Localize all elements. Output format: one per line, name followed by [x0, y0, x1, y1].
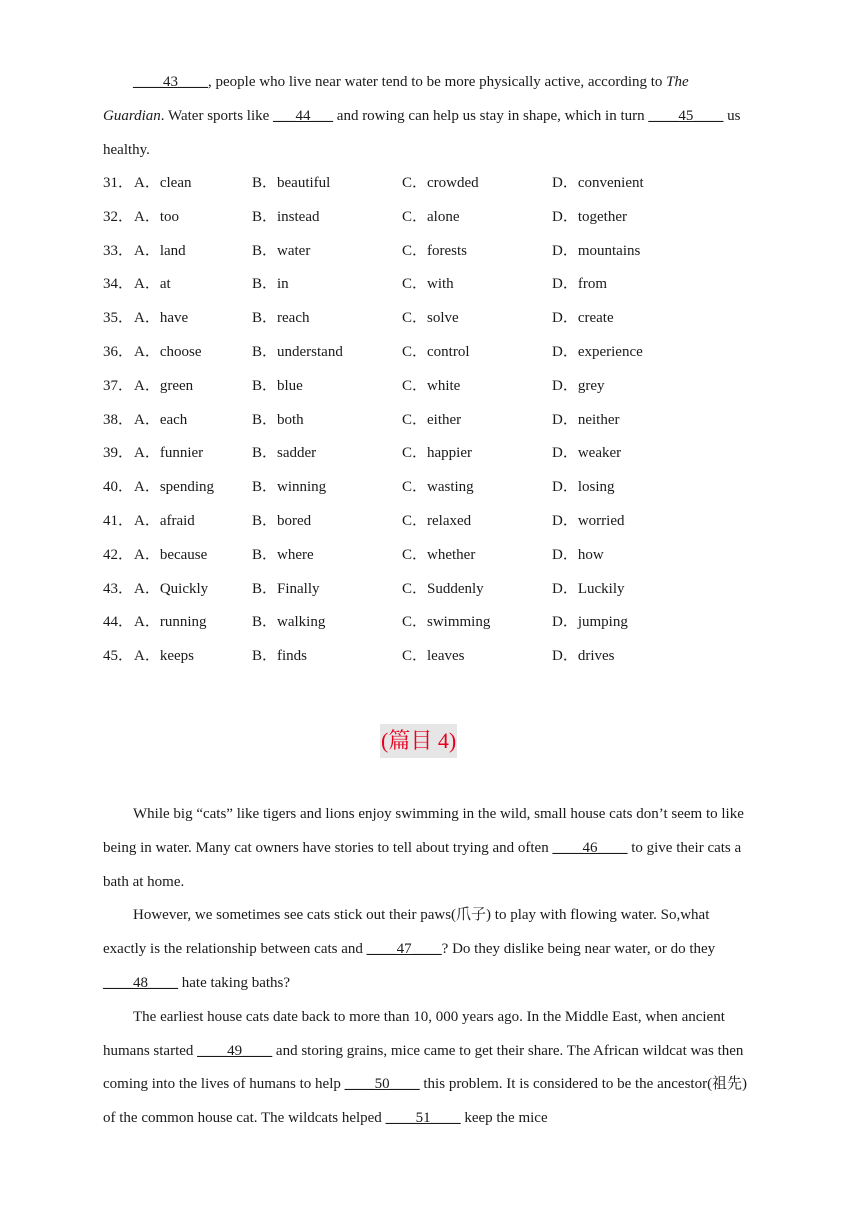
question-number: 40． — [103, 479, 134, 496]
option-c: C．alone — [402, 208, 460, 225]
option-d: D．from — [552, 276, 607, 293]
text: The earliest house cats date back to more than 10, 000 years ago. In the Middle East, when ancient humans started — [103, 1008, 725, 1059]
option-b: B．understand — [252, 343, 343, 360]
option-row — [103, 539, 743, 573]
question-number: 38． — [103, 411, 134, 428]
blank-51: ____51____ — [385, 1110, 461, 1127]
option-b: B．sadder — [252, 445, 317, 462]
blank-49: ____49____ — [197, 1042, 273, 1059]
question-number: 45． — [103, 648, 134, 665]
option-a: A．at — [134, 276, 171, 293]
option-b: B．reach — [252, 310, 310, 327]
option-b: B．blue — [252, 377, 303, 394]
blank-47: ____47____ — [366, 941, 442, 958]
option-row — [103, 370, 743, 404]
option-a: A．green — [134, 377, 194, 394]
section-heading: (篇目 4) — [380, 724, 457, 758]
option-b: B．Finally — [252, 580, 320, 597]
option-b: B．water — [252, 242, 311, 259]
option-d: D．losing — [552, 479, 615, 496]
question-number: 43． — [103, 580, 134, 597]
option-d: D．Luckily — [552, 580, 625, 597]
passage-4 — [103, 798, 748, 1136]
option-a: A．Quickly — [134, 580, 209, 597]
option-c: C．white — [402, 377, 461, 394]
option-c: C．forests — [402, 242, 467, 259]
option-row — [103, 201, 743, 235]
blank-44: ___44___ — [273, 107, 334, 124]
option-c: C．with — [402, 276, 454, 293]
question-number: 36． — [103, 343, 134, 360]
option-b: B．winning — [252, 479, 327, 496]
option-d: D．create — [552, 310, 614, 327]
option-row — [103, 167, 743, 201]
option-row — [103, 235, 743, 269]
question-number: 34． — [103, 276, 134, 293]
option-a: A．too — [134, 208, 180, 225]
text: us healthy. — [103, 107, 741, 158]
option-b: B．bored — [252, 512, 312, 529]
text: While big “cats” like tigers and lions enjoy swimming in the wild, small house cats don’t seem to like being in water. Many cat owners have stories to tell about trying and often — [103, 806, 744, 856]
question-number: 41． — [103, 512, 134, 529]
option-a: A．funnier — [134, 445, 204, 462]
option-d: D．grey — [552, 377, 605, 394]
option-c: C．wasting — [402, 479, 474, 496]
paragraph-1 — [103, 798, 748, 899]
option-a: A．have — [134, 310, 189, 327]
blank-50: ____50____ — [344, 1076, 420, 1093]
option-d: D．convenient — [552, 175, 644, 191]
option-d: D．weaker — [552, 445, 622, 462]
option-b: B．beautiful — [252, 175, 331, 191]
question-number: 37． — [103, 377, 134, 394]
option-c: C．leaves — [402, 648, 465, 665]
option-d: D．mountains — [552, 242, 641, 259]
option-c: C．solve — [402, 310, 459, 327]
option-c: C．whether — [402, 546, 476, 563]
answer-options — [103, 167, 743, 674]
option-d: D．how — [552, 546, 604, 563]
question-number: 33． — [103, 242, 134, 259]
question-number: 42． — [103, 546, 134, 563]
option-row — [103, 471, 743, 505]
paragraph-2 — [103, 899, 748, 1000]
option-row — [103, 268, 743, 302]
option-c: C．relaxed — [402, 512, 472, 529]
paragraph-3 — [103, 1001, 748, 1136]
paragraph — [103, 66, 748, 167]
option-a: A．clean — [134, 175, 192, 191]
option-c: C．either — [402, 411, 462, 428]
question-number: 32． — [103, 208, 134, 225]
text: to give their cats a bath at home. — [103, 839, 742, 890]
option-row — [103, 404, 743, 438]
blank-43: ____43____ — [133, 74, 208, 90]
text: and storing grains, mice came to get their share. The African wildcat was then coming into the lives of humans to help — [103, 1042, 744, 1093]
source-title: The Guardian — [103, 74, 689, 124]
blank-45: ____45____ — [648, 107, 724, 124]
option-a: A．spending — [134, 479, 214, 496]
option-row — [103, 606, 743, 640]
option-c: C．crowded — [402, 175, 479, 191]
text: ? Do they dislike being near water, or do they — [441, 941, 716, 958]
option-b: B．finds — [252, 648, 308, 665]
option-c: C．Suddenly — [402, 580, 484, 597]
option-row — [103, 336, 743, 370]
option-a: A．afraid — [134, 512, 195, 529]
option-d: D．neither — [552, 411, 620, 428]
question-number: 39． — [103, 445, 134, 462]
option-a: A．running — [134, 614, 207, 631]
text: , people who live near water tend to be more physically active, according to — [208, 74, 667, 90]
text: hate taking baths? — [178, 974, 291, 991]
option-d: D．jumping — [552, 614, 628, 631]
option-d: D．experience — [552, 343, 643, 360]
option-row — [103, 437, 743, 471]
option-row — [103, 640, 743, 674]
text: keep the mice — [460, 1110, 548, 1127]
option-d: D．together — [552, 208, 627, 225]
text: this problem. It is considered to be the ancestor(祖先) of the common house cat. The wildcats helped — [103, 1076, 748, 1127]
option-c: C．happier — [402, 445, 472, 462]
option-row — [103, 573, 743, 607]
text: . Water sports like — [160, 107, 274, 124]
option-d: D．worried — [552, 512, 625, 529]
option-row — [103, 505, 743, 539]
option-a: A．each — [134, 411, 188, 428]
option-a: A．keeps — [134, 648, 194, 665]
blank-48: ____48____ — [103, 974, 178, 991]
option-b: B．walking — [252, 614, 326, 631]
option-b: B．both — [252, 411, 304, 428]
option-a: A．land — [134, 242, 186, 259]
option-row — [103, 302, 743, 336]
option-b: B．in — [252, 276, 289, 293]
text: However, we sometimes see cats stick out their paws(爪子) to play with flowing water. So,what exactly is the relationship between cats and — [103, 907, 710, 958]
question-number: 31． — [103, 175, 134, 191]
option-b: B．instead — [252, 208, 320, 225]
text: and rowing can help us stay in shape, which in turn — [333, 107, 649, 124]
option-d: D．drives — [552, 648, 615, 665]
option-c: C．swimming — [402, 614, 491, 631]
option-a: A．choose — [134, 343, 202, 360]
option-a: A．because — [134, 546, 208, 563]
question-number: 35． — [103, 310, 134, 327]
option-b: B．where — [252, 546, 314, 563]
question-number: 44． — [103, 614, 134, 631]
passage-3-ending — [103, 66, 748, 167]
blank-46: ____46____ — [552, 839, 628, 856]
option-c: C．control — [402, 343, 470, 360]
